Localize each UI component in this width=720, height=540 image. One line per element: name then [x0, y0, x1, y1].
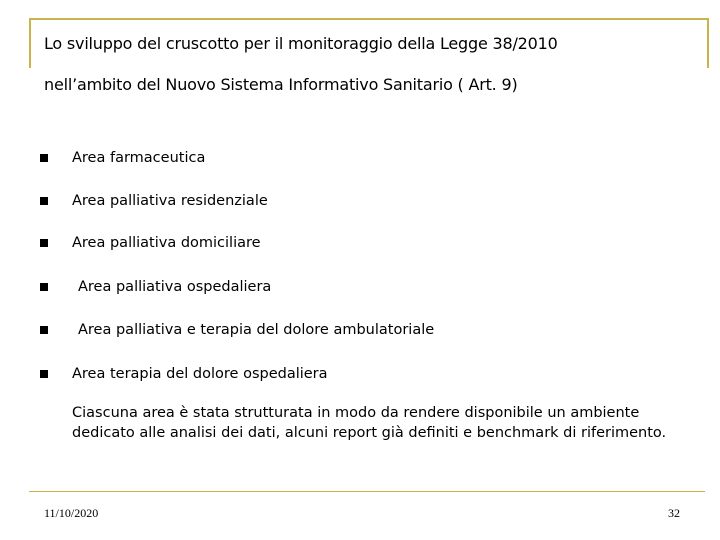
bullet-item-palliativa-ospedaliera	[40, 277, 271, 297]
bullet-label: Area palliativa ospedaliera	[78, 279, 272, 295]
slide-title-line-2: nell’ambito del Nuovo Sistema Informativo Sanitario ( Art. 9)	[44, 75, 518, 94]
bullet-item-palliativa-ambulatoriale	[40, 320, 434, 340]
footer-divider	[29, 491, 705, 492]
bullet-label: Area palliativa e terapia del dolore ambulatoriale	[78, 322, 435, 338]
bullet-label: Area palliativa domiciliare	[72, 235, 261, 251]
slide-title-line-1: Lo sviluppo del cruscotto per il monitoraggio della Legge 38/2010	[44, 34, 558, 53]
bullet-item-terapia-dolore-ospedaliera	[40, 364, 328, 384]
bullet-item-palliativa-domiciliare	[40, 233, 261, 253]
bullet-label: Area terapia del dolore ospedaliera	[72, 366, 328, 382]
bullet-label: Area farmaceutica	[72, 150, 206, 166]
bullet-label: Area palliativa residenziale	[72, 193, 268, 209]
square-bullet-icon	[40, 370, 48, 378]
bullet-item-palliativa-residenziale	[40, 191, 268, 211]
footer-date: 11/10/2020	[44, 506, 99, 520]
square-bullet-icon	[40, 197, 48, 205]
summary-paragraph: Ciascuna area è stata strutturata in modo da rendere disponibile un ambiente dedicato alle analisi dei dati, alcuni report già definiti e benchmark di riferimento.	[72, 405, 667, 441]
square-bullet-icon	[40, 326, 48, 334]
page-number: 32	[668, 506, 680, 520]
square-bullet-icon	[40, 154, 48, 162]
square-bullet-icon	[40, 283, 48, 291]
bullet-item-area-farmaceutica	[40, 148, 205, 168]
square-bullet-icon	[40, 239, 48, 247]
